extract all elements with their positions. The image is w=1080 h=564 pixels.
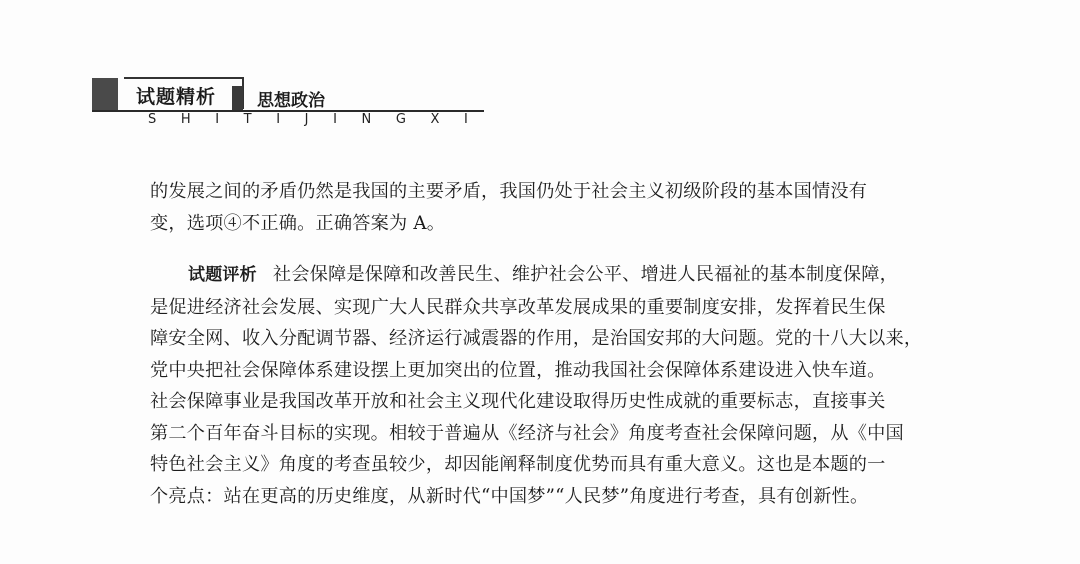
text-line: 社会保障事业是我国改革开放和社会主义现代化建设取得历史性成就的重要标志，直接事关 xyxy=(150,391,886,412)
pinyin-letter: I xyxy=(464,112,468,127)
analysis-paragraph xyxy=(150,259,950,512)
pinyin-letter: I xyxy=(333,112,337,127)
text-line-content: 社会保障是保障和改善民生、维护社会公平、增进人民福祉的基本制度保障， xyxy=(272,264,898,285)
text-line: 个亮点：站在更高的历史维度，从新时代“中国梦”“人民梦”角度进行考查，具有创新性。 xyxy=(150,485,869,507)
analysis-label: 试题评析 xyxy=(188,265,257,285)
header-decorative-block xyxy=(92,78,118,111)
text-line: 是促进经济社会发展、实现广大人民群众共享改革发展成果的重要制度安排，发挥着民生保 xyxy=(150,296,886,318)
pinyin-letter: I xyxy=(215,112,220,127)
text-line: 特色社会主义》角度的考查虽较少，却因能阐释制度优势而具有重大意义。这也是本题的一 xyxy=(150,454,886,475)
pinyin-letter: S xyxy=(148,112,157,127)
subject-name: 思想政治 xyxy=(257,91,325,111)
text-line: 的发展之间的矛盾仍然是我国的主要矛盾，我国仍处于社会主义初级阶段的基本国情没有 xyxy=(150,181,868,202)
running-header xyxy=(92,74,492,134)
text-line xyxy=(150,259,950,292)
pinyin-letter: J xyxy=(304,112,309,127)
document-body xyxy=(150,176,950,512)
pinyin-letter: H xyxy=(180,112,191,127)
pinyin-letter: N xyxy=(361,112,372,127)
section-title: 试题精析 xyxy=(136,86,217,108)
text-line: 变，选项④不正确。正确答案为 A。 xyxy=(150,212,446,234)
text-line: 障安全网、收入分配调节器、经济运行减震器的作用，是治国安邦的大问题。党的十八大以来， xyxy=(150,328,923,349)
pinyin-letter: G xyxy=(395,112,406,127)
text-line: 第二个百年奋斗目标的实现。相较于普遍从《经济与社会》角度考查社会保障问题，从《中国 xyxy=(150,422,904,444)
header-pinyin xyxy=(148,112,468,127)
pinyin-letter: I xyxy=(276,112,281,127)
pinyin-letter: X xyxy=(430,112,440,127)
text-line: 党中央把社会保障体系建设摆上更加突出的位置，推动我国社会保障体系建设进入快车道。 xyxy=(150,359,886,381)
pinyin-letter: T xyxy=(243,112,252,127)
header-divider-block xyxy=(232,86,243,110)
answer-paragraph xyxy=(150,176,950,239)
